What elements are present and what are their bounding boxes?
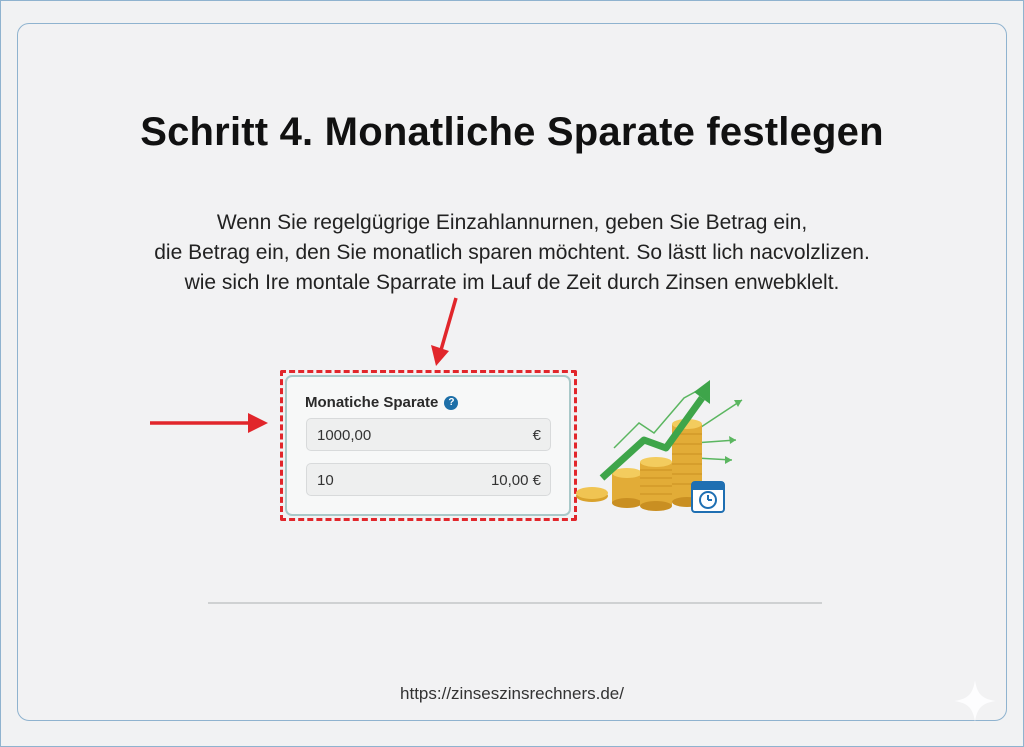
duration-value: 10 (317, 472, 334, 489)
question-mark-icon[interactable]: ? (444, 396, 458, 410)
description-line-2: die Betrag ein, den Sie monatlich sparen möchtent. So lästt lich nacvolzlizen. (154, 241, 870, 264)
savings-rate-label-text: Monatiche Sparate (305, 394, 439, 411)
monthly-amount-value: 1000,00 (317, 427, 372, 444)
calendar-clock-icon (692, 482, 724, 512)
sparkle-icon (952, 678, 998, 724)
divider (208, 602, 822, 604)
arrow-right-icon (150, 413, 268, 433)
duration-input[interactable] (306, 463, 551, 496)
currency-suffix: € (532, 427, 541, 444)
coin-stack-1 (612, 468, 642, 508)
computed-amount: 10,00 € (490, 472, 541, 489)
page-title: Schritt 4. Monatliche Sparate festlegen (140, 110, 884, 154)
monthly-amount-input[interactable] (306, 418, 551, 451)
description-line-3: wie sich Ire montale Sparrate im Lauf de Zeit durch Zinsen enwebklelt. (184, 271, 840, 294)
description-line-1: Wenn Sie regelgügrige Einzahlannurnen, geben Sie Betrag ein, (216, 211, 808, 234)
coin-stacks-icon (574, 378, 754, 518)
arrow-down-icon (431, 298, 456, 366)
savings-rate-card (285, 375, 571, 516)
savings-rate-label (305, 394, 458, 411)
coin-stack-2 (640, 457, 672, 511)
footer-url[interactable]: https://zinseszinsrechners.de/ (400, 684, 624, 703)
